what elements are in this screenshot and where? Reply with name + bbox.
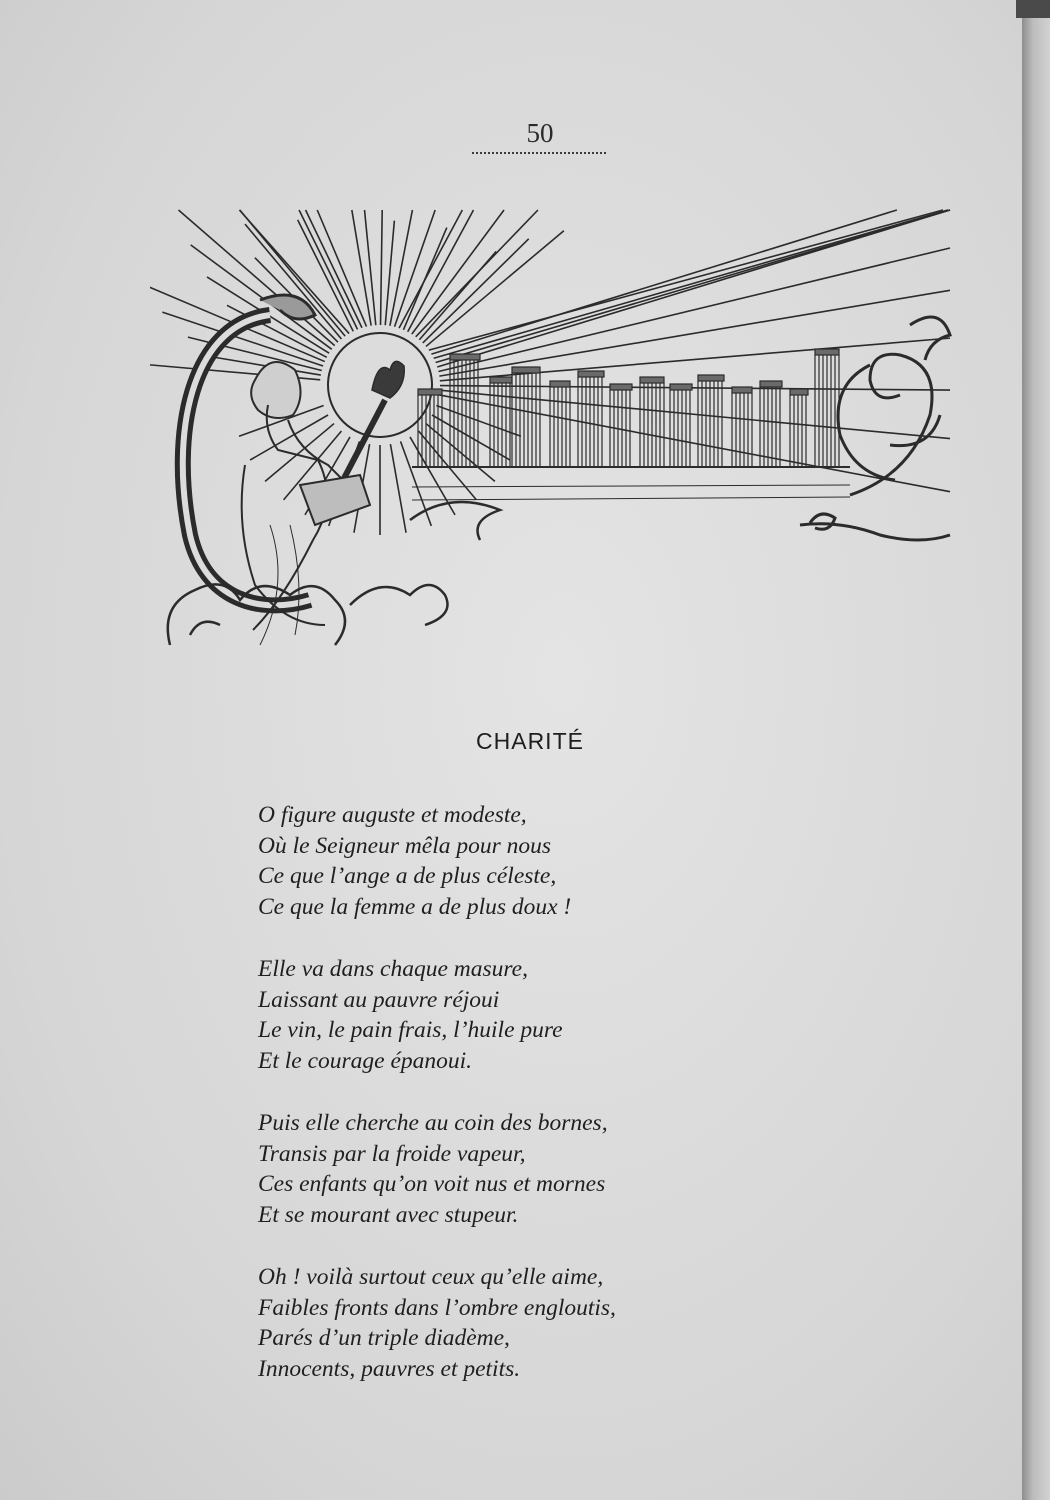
verse-line: Transis par la froide vapeur, bbox=[258, 1140, 526, 1167]
verse-line: O figure auguste et modeste, bbox=[258, 802, 527, 828]
sun-ray bbox=[306, 210, 362, 328]
city-tower bbox=[512, 367, 540, 467]
city-tower bbox=[760, 381, 782, 467]
sun-ray bbox=[431, 210, 896, 354]
city-tower bbox=[490, 377, 512, 467]
verse-line: Puis elle cherche au coin des bornes, bbox=[258, 1110, 608, 1136]
verse-line: Oh ! voilà surtout ceux qu’elle aime, bbox=[258, 1264, 604, 1290]
verse-line: Laissant au pauvre réjoui bbox=[258, 986, 500, 1013]
sun-ray bbox=[412, 210, 504, 334]
city-tower bbox=[578, 371, 604, 467]
stanza bbox=[258, 954, 778, 1076]
page-gutter bbox=[1022, 0, 1050, 1500]
sun-ray bbox=[381, 210, 383, 325]
sun-ray bbox=[191, 245, 332, 349]
sun-ray bbox=[401, 441, 432, 526]
poem-body bbox=[258, 800, 778, 1416]
city-tower bbox=[815, 349, 839, 467]
verse-line: Et le courage épanoui. bbox=[258, 1047, 473, 1074]
verse-line: Ce que l’ange a de plus céleste, bbox=[258, 863, 557, 889]
city-tower bbox=[550, 381, 570, 467]
stanza bbox=[258, 1262, 778, 1384]
sun-ray bbox=[434, 210, 948, 358]
sun-ray bbox=[438, 248, 950, 371]
verse-line: Elle va dans chaque masure, bbox=[258, 956, 528, 982]
sun-ray bbox=[365, 210, 376, 325]
verse-line: Parés d’un triple diadème, bbox=[258, 1325, 510, 1351]
sun-ray bbox=[436, 406, 521, 437]
city-tower bbox=[450, 354, 480, 467]
city-tower bbox=[670, 384, 692, 467]
verse-line: Faibles fronts dans l’ombre engloutis, bbox=[258, 1294, 616, 1321]
stanza bbox=[258, 1108, 778, 1230]
page-number: 50 bbox=[526, 118, 554, 148]
page-number-rule bbox=[472, 152, 606, 154]
city-tower bbox=[732, 387, 752, 467]
verse-line: Ces enfants qu’on voit nus et mornes bbox=[258, 1171, 606, 1197]
decorative-vignette-illustration bbox=[150, 205, 955, 670]
verse-line: Innocents, pauvres et petits. bbox=[258, 1355, 521, 1382]
city-tower bbox=[640, 377, 664, 467]
sun-ray bbox=[352, 210, 371, 326]
sun-ray bbox=[408, 210, 474, 332]
city-tower bbox=[790, 389, 808, 467]
sun-ray bbox=[426, 231, 564, 347]
city-tower bbox=[418, 389, 442, 467]
poem-title: CHARITÉ bbox=[476, 728, 584, 754]
verse-line: Le vin, le pain frais, l’huile pure bbox=[258, 1017, 563, 1043]
verse-line: Et se mourant avec stupeur. bbox=[258, 1201, 519, 1228]
city-tower bbox=[610, 384, 632, 467]
verse-line: Où le Seigneur mêla pour nous bbox=[258, 832, 552, 859]
gutter-shadow bbox=[1016, 0, 1050, 18]
verse-line: Ce que la femme a de plus doux ! bbox=[258, 893, 572, 920]
stanza bbox=[258, 800, 778, 922]
sun-ray bbox=[390, 444, 406, 533]
